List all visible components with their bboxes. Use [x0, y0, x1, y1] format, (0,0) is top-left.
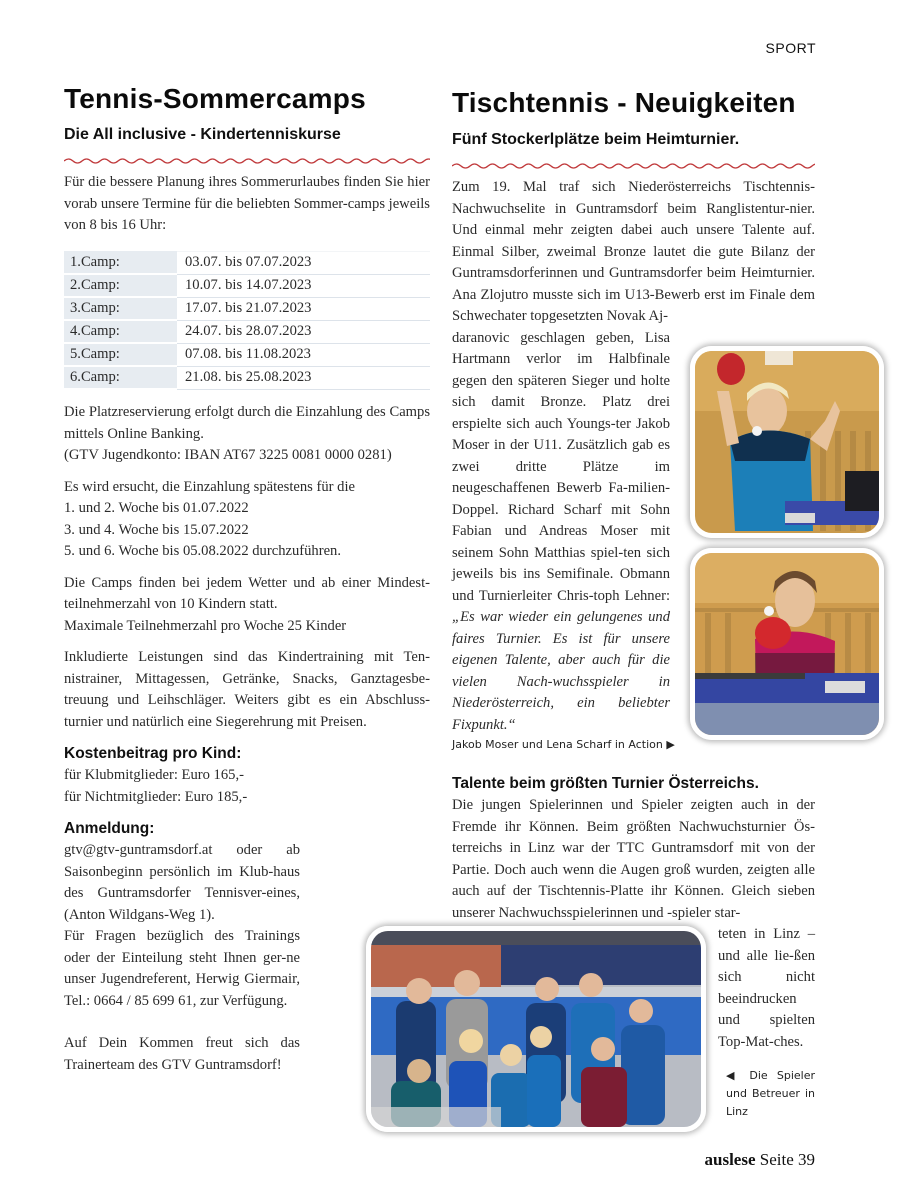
tennis-intro: Für die bessere Planung ihres Sommerurlaubes finden Sie hier vorab unsere Termine für die beliebten Sommer-camps jeweils von 8 bis 16 Uhr:: [64, 174, 430, 233]
cost-non-members: für Nichtmitglieder: Euro 185,-: [64, 788, 248, 805]
camp-dates: 03.07. bis 07.07.2023: [177, 251, 430, 274]
table-row: [64, 320, 430, 343]
page-footer: [705, 1150, 816, 1170]
tennis-article: [64, 82, 430, 1076]
camp-label: 3.Camp:: [64, 297, 177, 320]
wavy-divider: [452, 161, 815, 171]
closing-text: Auf Dein Kommen freut sich das Trainerteam des GTV Guntramsdorf!: [64, 1035, 300, 1073]
section-label: SPORT: [765, 40, 816, 56]
wavy-divider: [64, 156, 430, 166]
photo-caption-linz: ◀ Die Spieler und Betreuer in Linz: [726, 1069, 815, 1118]
photo-caption-action: Jakob Moser und Lena Scharf in Action ▶: [452, 738, 675, 751]
article-paragraph-narrow: daranovic geschlagen geben, Lisa Hartmann verlor im Halbfinale gegen den späteren Sieger und holte sich damit Bronze. Platz drei erspielte sich auch Youngs-ter Jakob Moser in der U11. Zusätzlich gab es zwei dritte Plätze im neugeschaffenen Bewerb Fa-milien-Doppel. Richard Scharf mit Sohn Fabian und Andreas Moser mit seinem Sohn Matthias spiel-ten sich jeweils bis ins Semifinale. Obmann und Turnierleiter Chris-toph Lehner: „Es war wieder ein gelungenes und faires Turnier. Es ist für unsere eigenen Talente, aber auch für die vielen Nach-wuchsspieler in Niederösterreich, ein beliebter Fixpunkt.“: [452, 329, 670, 733]
table-row: [64, 297, 430, 320]
section2-paragraph: Die jungen Spielerinnen und Spieler zeigten auch in der Fremde ihr Können. Beim größten Nachwuchsturnier Ös-terreichs in Linz war der TTC Guntramsdorf mit von der Partie. Doch auch wenn die Augen groß wurden, zeigten alle auch auf der Tischtennis-Platte ihr Können. Gleich sieben unserer Nachwuchsspielerinnen und -spieler star-: [452, 797, 815, 921]
iban-text: (GTV Jugendkonto: IBAN AT67 3225 0081 0000 0281): [64, 447, 392, 463]
camp-label: 5.Camp:: [64, 343, 177, 366]
camp-label: 6.Camp:: [64, 366, 177, 389]
tennis-subtitle: Die All inclusive - Kindertenniskurse: [64, 126, 341, 143]
camp-dates: 07.08. bis 11.08.2023: [177, 343, 430, 366]
reservation-text: Die Platzreservierung erfolgt durch die Einzahlung des Camps mittels Online Banking.: [64, 404, 430, 442]
camp-label: 1.Camp:: [64, 251, 177, 274]
section2-paragraph-narrow: teten in Linz – und alle lie-ßen sich nicht beeindrucken und spielten Top-Mat-ches.: [718, 926, 815, 1050]
tennis-title: Tennis-Sommercamps: [64, 83, 366, 114]
camp-dates: 17.07. bis 21.07.2023: [177, 297, 430, 320]
table-row: [64, 251, 430, 274]
included-services: Inkludierte Leistungen sind das Kindertraining mit Ten-nistrainer, Mittagessen, Getränke, Snacks, Ganztagesbe-treuung und Leihschläger. Weiters gibt es ein Abschluss-turnier und natürlich eine Siegerehrung mit Preisen.: [64, 649, 430, 730]
camp-dates: 21.08. bis 25.08.2023: [177, 366, 430, 389]
payment-line: 5. und 6. Woche bis 05.08.2022 durchzuführen.: [64, 543, 342, 559]
photo-team-linz: [366, 926, 706, 1132]
photo-girl-table-tennis: [690, 548, 884, 740]
table-row: [64, 366, 430, 389]
article-paragraph: Zum 19. Mal traf sich Niederösterreichs Tischtennis-Nachwuchselite in Guntramsdorf beim Ranglistentur-nier. Und einmal mehr zeigten dabei auch unsere Talente auf. Einmal Silber, zweimal Bronze lautet die gute Bilanz der Guntramsdorferinnen und Guntramsdorfer beim Heimturnier. Ana Zlojutro musste sich im U13-Bewerb erst im Finale dem Schwechater topgesetzten Novak Aj-: [452, 179, 815, 324]
camp-label: 2.Camp:: [64, 274, 177, 297]
cost-heading: Kostenbeitrag pro Kind:: [64, 745, 242, 762]
table-tennis-title: Tischtennis - Neuigkeiten: [452, 87, 796, 118]
camp-dates: 10.07. bis 14.07.2023: [177, 274, 430, 297]
registration-heading: Anmeldung:: [64, 820, 155, 837]
page-number: Seite 39: [759, 1150, 815, 1169]
table-row: [64, 274, 430, 297]
table-tennis-subtitle: Fünf Stockerlplätze beim Heimturnier.: [452, 131, 740, 148]
max-participants: Maximale Teilnehmerzahl pro Woche 25 Kinder: [64, 617, 347, 634]
payment-line: 3. und 4. Woche bis 15.07.2022: [64, 521, 249, 538]
registration-text: gtv@gtv-guntramsdorf.at oder ab Saisonbeginn persönlich im Klub-haus des Guntramsdorfer Tennisver-eines, (Anton Wildgans-Weg 1).: [64, 842, 300, 923]
conditions-text: Die Camps finden bei jedem Wetter und ab einer Mindest-teilnehmerzahl von 10 Kindern statt.: [64, 574, 430, 612]
camp-label: 4.Camp:: [64, 320, 177, 343]
questions-text: Für Fragen bezüglich des Trainings oder der Einteilung steht Ihnen ger-ne unser Jugendreferent, Herwig Giermair, Tel.: 0664 / 85 699 61, zur Verfügung.: [64, 928, 300, 1009]
payment-line: Es wird ersucht, die Einzahlung spätestens für die: [64, 478, 355, 495]
cost-members: für Klubmitglieder: Euro 165,-: [64, 767, 244, 783]
camp-dates: 24.07. bis 28.07.2023: [177, 320, 430, 343]
magazine-name: auslese: [704, 1150, 756, 1169]
photo-boy-table-tennis: [690, 346, 884, 538]
quote: „Es war wieder ein gelungenes und faires Turnier. Es ist für unsere eigenen Talente, aber auch für die vielen Nach-wuchsspieler in Niederösterreich, ein beliebter Fixpunkt.“: [452, 609, 670, 733]
payment-line: 1. und 2. Woche bis 01.07.2022: [64, 500, 249, 516]
camp-dates-table: [64, 251, 430, 391]
table-row: [64, 343, 430, 366]
registration-email-link[interactable]: gtv@gtv-guntramsdorf.at: [64, 842, 213, 858]
section2-heading: Talente beim größten Turnier Österreichs.: [452, 775, 759, 792]
